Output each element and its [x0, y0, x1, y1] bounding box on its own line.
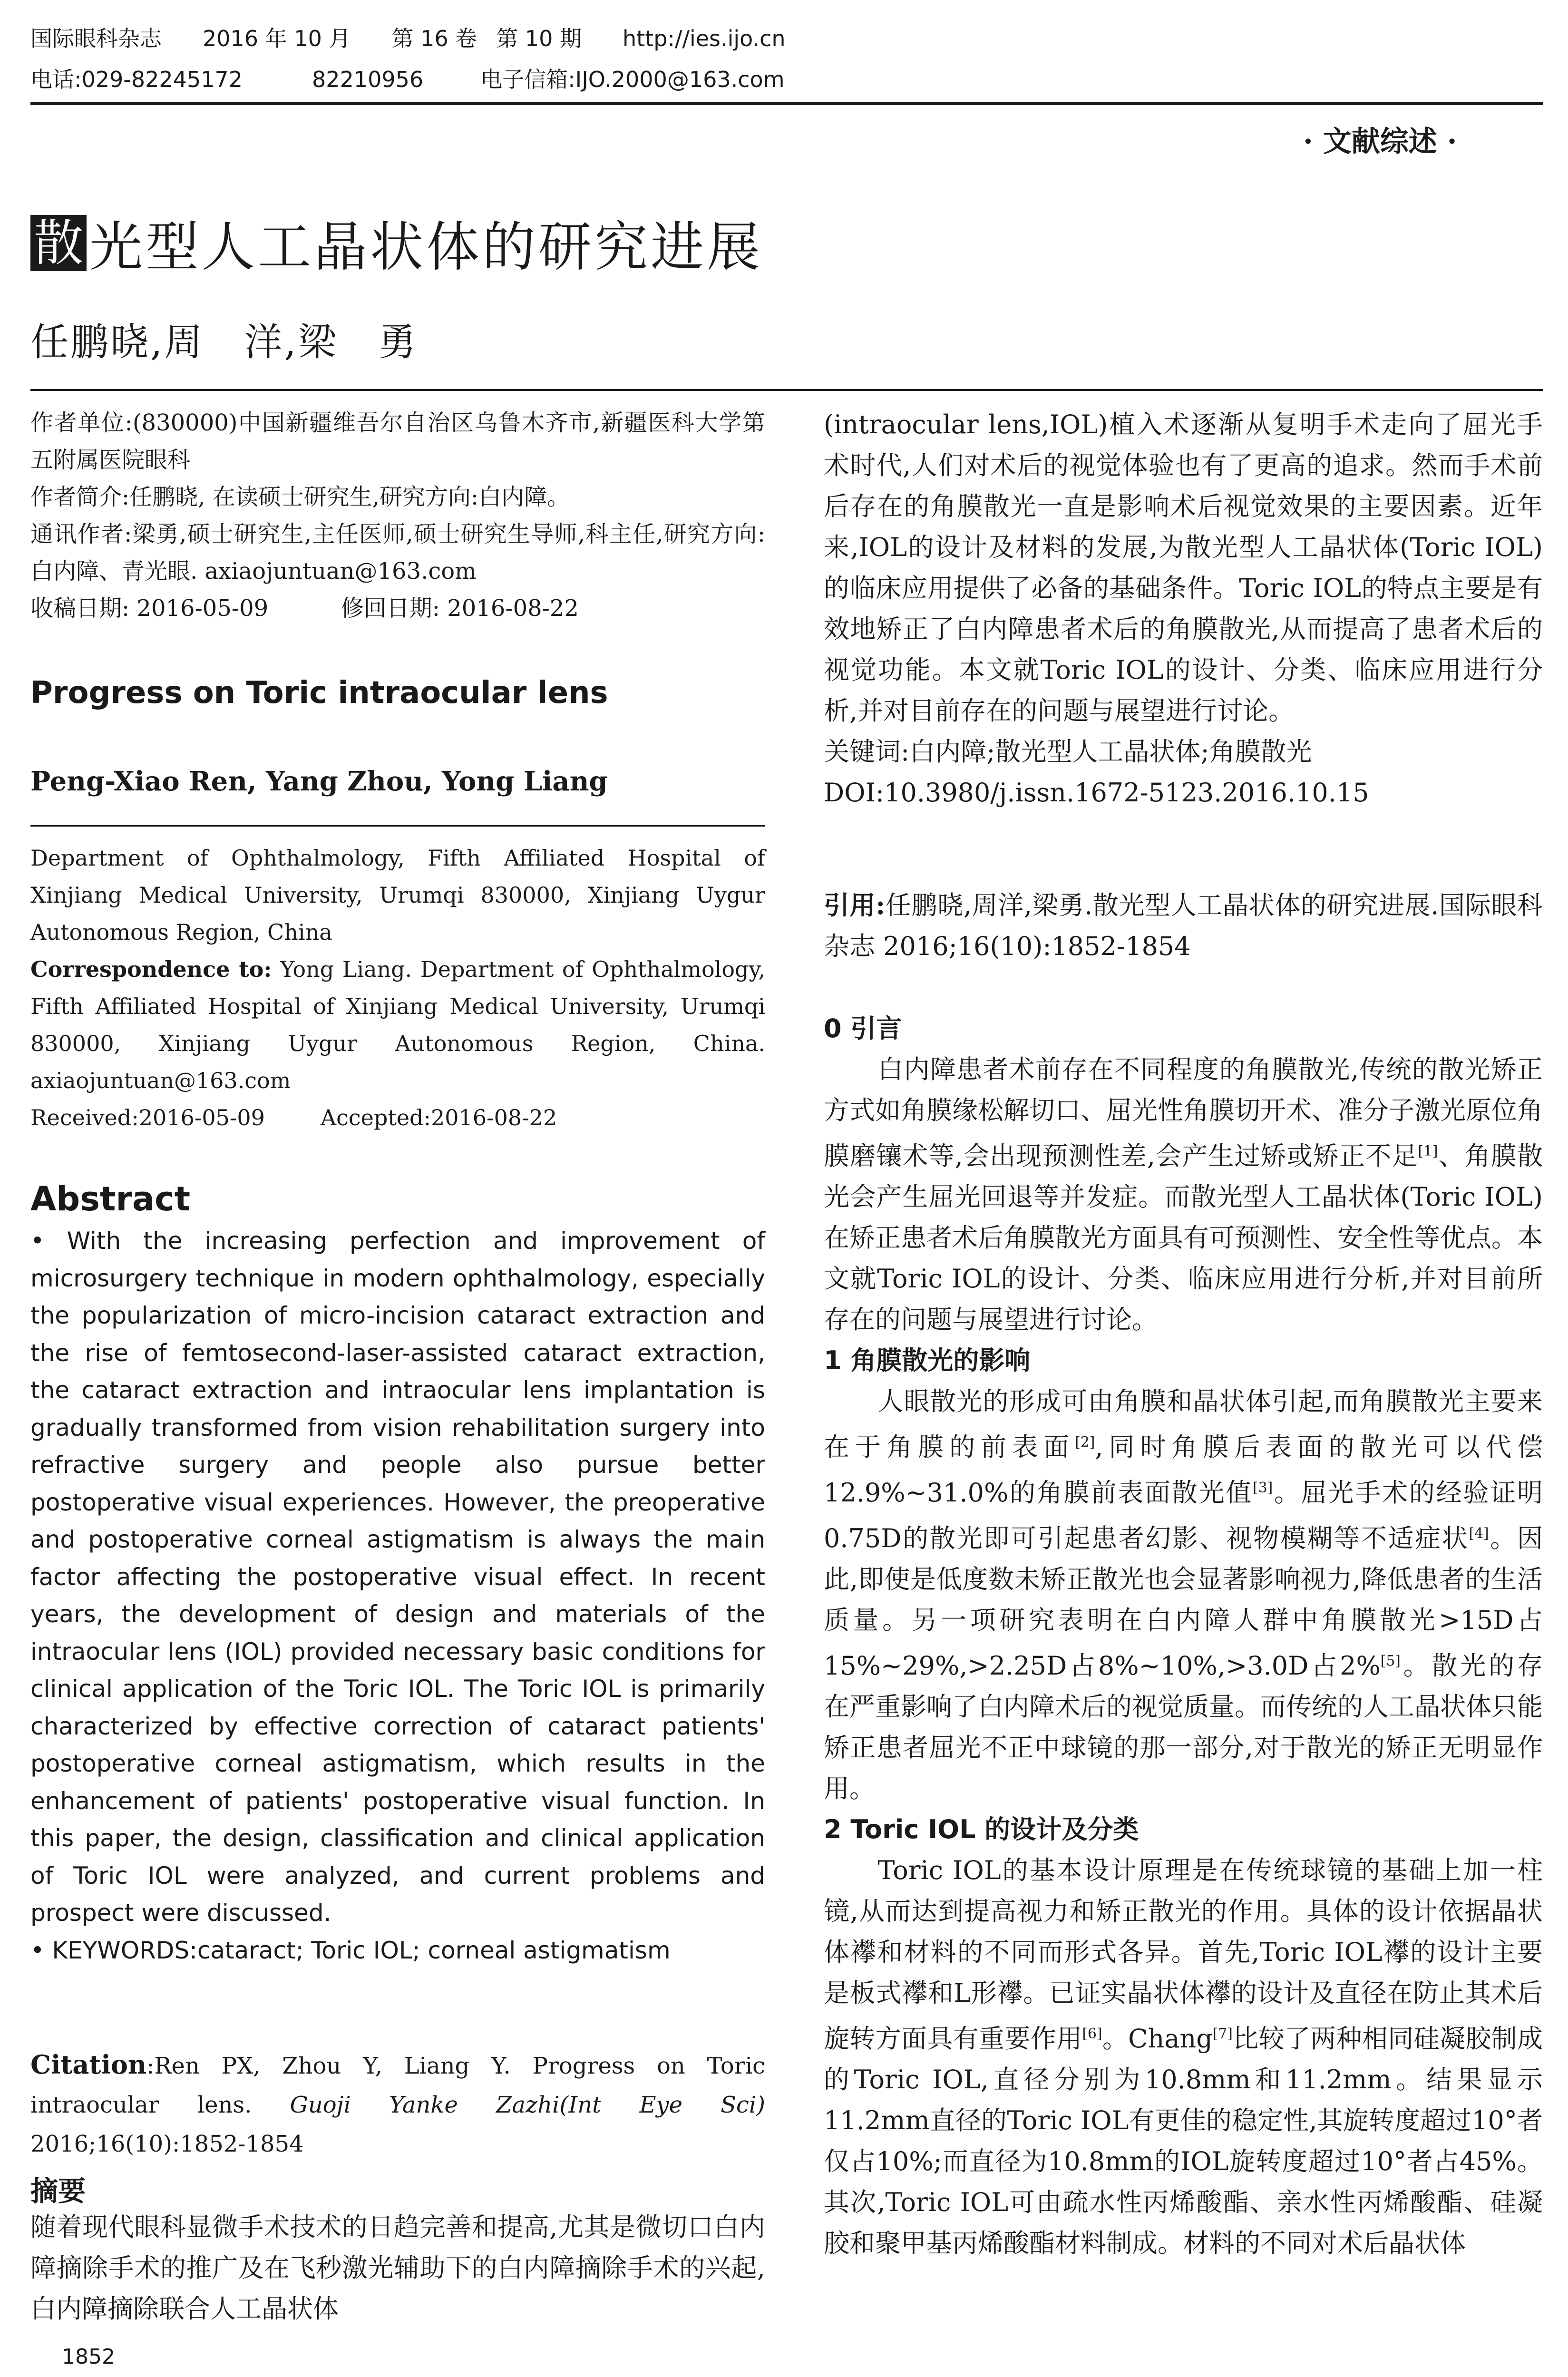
doi: DOI:10.3980/j.issn.1672-5123.2016.10.15 [824, 778, 1369, 808]
revised-cn: 修回日期: 2016-08-22 [341, 595, 579, 622]
article-body [824, 1008, 1543, 2264]
section-2-heading: 2 Toric IOL 的设计及分类 [824, 1814, 1139, 1844]
journal-header [30, 18, 1543, 100]
citation [30, 2045, 765, 2163]
section-1-heading: 1 角膜散光的影响 [824, 1345, 1031, 1375]
section-2-paragraph: Toric IOL的基本设计原理是在传统球镜的基础上加一柱镜,从而达到提高视力和矫正散光的作用。具体的设计依据晶状体襻和材料的不同而形式各异。首先,Toric IOL襻的设计主要是板式襻和L形襻。已证实晶状体襻的设计及直径在防止其术后旋转方面具有重要作用[6]。Chang[7]比较了两种相同硅凝胶制成的Toric IOL,直径分别为10.8mm和11.2mm。结果显示11.2mm直径的Toric IOL有更佳的稳定性,其旋转度超过10°者仅占10%;而直径为10.8mm的IOL旋转度超过10°者占45%。其次,Toric IOL可由疏水性丙烯酸酯、亲水性丙烯酸酯、硅凝胶和聚甲基丙烯酸酯材料制成。材料的不同对术后晶状体 [824, 1855, 1543, 2258]
english-authors: Peng-Xiao Ren, Yang Zhou, Yong Liang [30, 766, 608, 797]
correspondence-cn: 通讯作者:梁勇,硕士研究生,主任医师,硕士研究生导师,科主任,研究方向:白内障、青光眼. axiaojuntuan@163.com [30, 521, 765, 585]
authors-rule [30, 825, 765, 827]
abstract-cn-continued-text: (intraocular lens,IOL)植入术逐渐从复明手术走向了屈光手术时代,人们对术后的视觉体验也有了更高的追求。然而手术前后存在的角膜散光一直是影响术后视觉效果的主要因素。近年来,IOL的设计及材料的发展,为散光型人工晶状体(Toric IOL)的临床应用提供了必备的基础条件。Toric IOL的特点主要是有效地矫正了白内障患者术后的角膜散光,从而提高了患者术后的视觉功能。本文就Toric IOL的设计、分类、临床应用进行分析,并对目前存在的问题与展望进行讨论。 [824, 409, 1543, 726]
phone: 电话:029-82245172 [30, 67, 243, 92]
ref-2[interactable]: [2] [1075, 1434, 1095, 1451]
volume: 第 16 卷 [391, 26, 477, 51]
page-number: 1852 [62, 2345, 115, 2369]
issue: 第 10 期 [496, 26, 582, 51]
title-rule [30, 389, 1543, 391]
received-en: Received:2016-05-09 [30, 1105, 265, 1130]
english-affiliation [30, 839, 765, 1136]
cite-cn [824, 885, 1543, 967]
section-tag: · 文献综述 · [1303, 125, 1457, 158]
dates-en [30, 1099, 765, 1136]
abstract-cn-text [30, 2207, 765, 2329]
citation-journal: Guoji Yanke Zazhi(Int Eye Sci) [290, 2092, 765, 2118]
ref-7[interactable]: [7] [1212, 2026, 1233, 2042]
abstract-cn-heading: 摘要 [30, 2175, 86, 2207]
phone-2: 82210956 [312, 67, 424, 92]
dates-cn [30, 590, 765, 627]
cite-cn-text: 任鹏晓,周洋,梁勇.散光型人工晶状体的研究进展.国际眼科杂志 2016;16(10):1852-1854 [824, 890, 1543, 961]
cite-cn-label: 引用: [824, 890, 886, 920]
ref-1[interactable]: [1] [1418, 1143, 1438, 1159]
authors-chinese: 任鹏晓,周 洋,梁 勇 [30, 320, 418, 364]
ref-4[interactable]: [4] [1469, 1525, 1489, 1542]
header-rule [30, 102, 1543, 105]
section-1-paragraph: 人眼散光的形成可由角膜和晶状体引起,而角膜散光主要来在于角膜的前表面[2],同时角膜后表面的散光可以代偿12.9%~31.0%的角膜前表面散光值[3]。屈光手术的经验证明0.75D的散光即可引起患者幻影、视物模糊等不适症状[4]。因此,即使是低度数未矫正散光也会显著影响视力,降低患者的生活质量。另一项研究表明在白内障人群中角膜散光>15D占15%~29%,>2.25D占8%~10%,>3.0D占2%[5]。散光的存在严重影响了白内障术后的视觉质量。而传统的人工晶状体只能矫正患者屈光不正中球镜的那一部分,对于散光的矫正无明显作用。 [824, 1386, 1543, 1803]
abstract-heading: Abstract [30, 1179, 191, 1218]
section-0-paragraph: 白内障患者术前存在不同程度的角膜散光,传统的散光矫正方式如角膜缘松解切口、屈光性角膜切开术、准分子激光原位角膜磨镶术等,会出现预测性差,会产生过矫或矫正不足[1]、角膜散光会产生屈光回退等并发症。而散光型人工晶状体(Toric IOL)在矫正患者术后角膜散光方面具有可预测性、安全性等优点。本文就Toric IOL的设计、分类、临床应用进行分析,并对目前所存在的问题与展望进行讨论。 [824, 1054, 1543, 1335]
issue-date: 2016 年 10 月 [203, 26, 351, 51]
article-title [30, 205, 763, 281]
journal-url[interactable]: http://ies.ijo.cn [623, 26, 786, 51]
ref-5[interactable]: [5] [1380, 1653, 1401, 1669]
abstract-cn-paragraph: 随着现代眼科显微手术技术的日趋完善和提高,尤其是微切口白内障摘除手术的推广及在飞秒激光辅助下的白内障摘除手术的兴起,白内障摘除联合人工晶状体 [30, 2212, 765, 2324]
section-0-heading: 0 引言 [824, 1013, 902, 1043]
correspondence-en [30, 951, 765, 1099]
citation-label: Citation [30, 2049, 147, 2080]
author-bio: 作者简介:任鹏晓, 在读硕士研究生,研究方向:白内障。 [30, 484, 570, 510]
keywords-en: • KEYWORDS:cataract; Toric IOL; corneal astigmatism [30, 1936, 671, 1964]
title-highlight-char: 散 [30, 215, 87, 271]
correspondence-label: Correspondence to: [30, 956, 272, 982]
title-text: 光型人工晶状体的研究进展 [89, 216, 763, 278]
chinese-meta [30, 404, 765, 627]
email[interactable]: 电子信箱:IJO.2000@163.com [480, 67, 785, 92]
ref-3[interactable]: [3] [1253, 1480, 1273, 1496]
journal-name: 国际眼科杂志 [30, 26, 162, 51]
accepted-en: Accepted:2016-08-22 [320, 1105, 557, 1130]
received-cn: 收稿日期: 2016-05-09 [30, 595, 269, 622]
abstract-cn-continued [824, 404, 1543, 813]
abstract-text: • With the increasing perfection and improvement of microsurgery technique in modern ophthalmology, especially the popularization of micro-incision cataract extraction and the rise of femtosecond-laser-assisted cataract extraction, the cataract extraction and intraocular lens implantation is gradually transformed from vision rehabilitation surgery into refractive surgery and people also pursue better postoperative visual experiences. However, the preoperative and postoperative corneal astigmatism is always the main factor affecting the postoperative visual effect. In recent years, the development of design and materials of the intraocular lens (IOL) provided necessary basic conditions for clinical application of the Toric IOL. The Toric IOL is primarily characterized by effective correction of cataract patients' postoperative corneal astigmatism, which results in the enhancement of patients' postoperative visual function. In this paper, the design, classification and clinical application of Toric IOL were analyzed, and current problems and prospect were discussed. [30, 1227, 765, 1927]
department: Department of Ophthalmology, Fifth Affiliated Hospital of Xinjiang Medical University, Urumqi 830000, Xinjiang Uygur Autonomous Region, China [30, 845, 765, 945]
abstract-body [30, 1222, 765, 1969]
correspondence-text: Yong Liang. Department of Ophthalmology, Fifth Affiliated Hospital of Xinjiang Medical University, Urumqi 830000, Xinjiang Uygur Autonomous Region, China. axiaojuntuan@163.com [30, 956, 765, 1093]
ref-6[interactable]: [6] [1082, 2026, 1102, 2042]
affiliation: 作者单位:(830000)中国新疆维吾尔自治区乌鲁木齐市,新疆医科大学第五附属医院眼科 [30, 409, 765, 473]
keywords-cn: 关键词:白内障;散光型人工晶状体;角膜散光 [824, 737, 1312, 767]
citation-text-1: :Ren PX, Zhou Y, Liang Y. Progress on Toric intraocular lens. [30, 2053, 765, 2118]
english-title: Progress on Toric intraocular lens [30, 675, 608, 711]
citation-text-2: 2016;16(10):1852-1854 [30, 2131, 304, 2157]
